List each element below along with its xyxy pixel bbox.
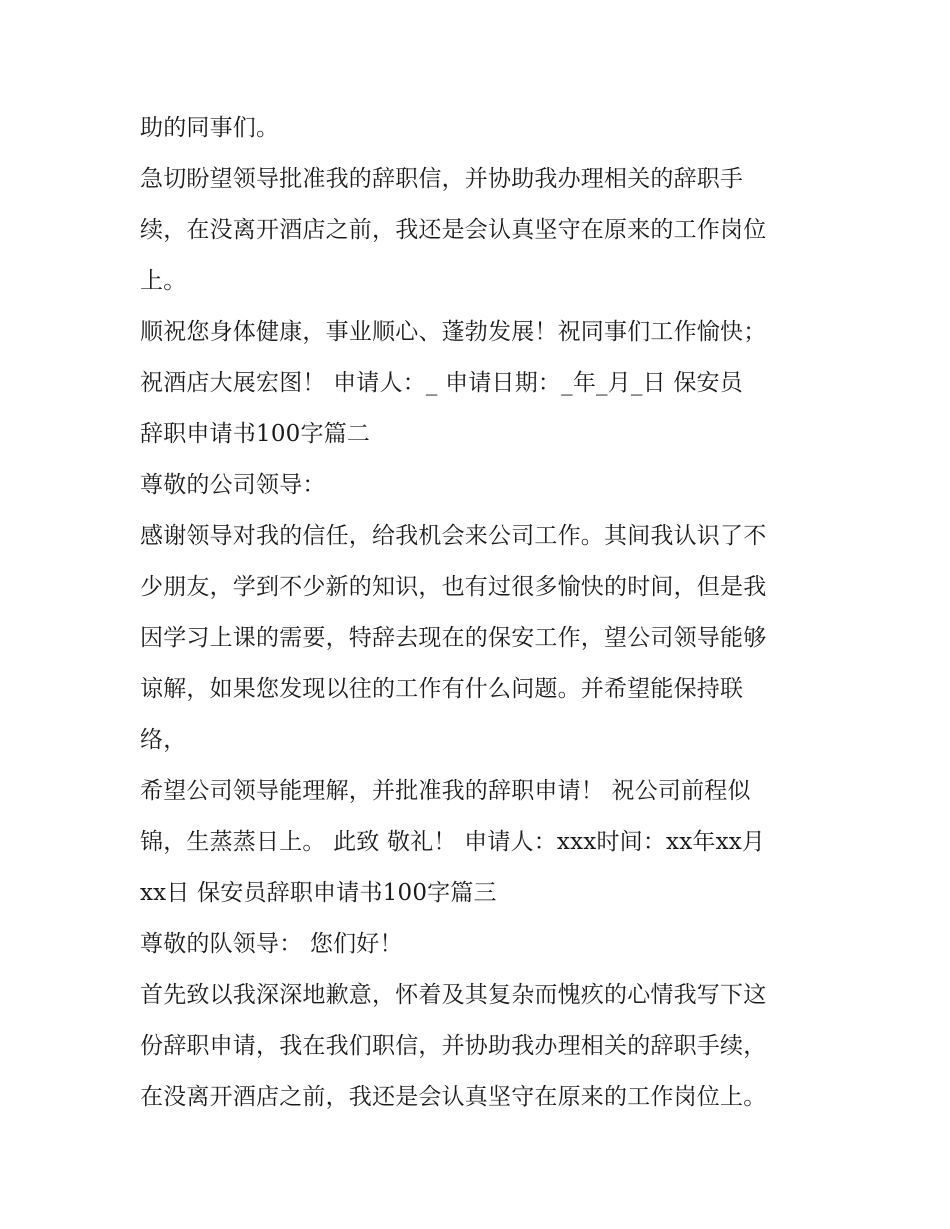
text-line-18: 首先致以我深深地歉意，怀着及其复杂而愧疚的心情我写下这 xyxy=(140,982,767,1008)
text-line-16: xx日 保安员辞职申请书100字篇三 xyxy=(140,880,497,906)
text-line-14: 希望公司领导能理解，并批准我的辞职申请！ 祝公司前程似 xyxy=(140,778,751,804)
text-line-20: 在没离开酒店之前，我还是会认真坚守在原来的工作岗位上。 xyxy=(140,1084,767,1110)
text-line-7: 辞职申请书100字篇二 xyxy=(140,421,371,447)
text-line-5: 顺祝您身体健康，事业顺心、蓬勃发展！祝同事们工作愉快； xyxy=(140,319,767,345)
text-line-9: 感谢领导对我的信任，给我机会来公司工作。其间我认识了不 xyxy=(140,523,767,549)
text-line-13: 络， xyxy=(140,727,187,753)
text-line-4: 上。 xyxy=(140,268,187,294)
text-line-1: 助的同事们。 xyxy=(140,115,280,141)
text-line-6: 祝酒店大展宏图！ 申请人：_ 申请日期：_年_月_日 保安员 xyxy=(140,370,743,396)
text-line-3: 续，在没离开酒店之前，我还是会认真坚守在原来的工作岗位 xyxy=(140,217,767,243)
text-line-10: 少朋友，学到不少新的知识，也有过很多愉快的时间，但是我 xyxy=(140,574,767,600)
text-line-19: 份辞职申请，我在我们职信，并协助我办理相关的辞职手续， xyxy=(140,1033,767,1059)
text-line-11: 因学习上课的需要，特辞去现在的保安工作，望公司领导能够 xyxy=(140,625,767,651)
text-line-2: 急切盼望领导批准我的辞职信，并协助我办理相关的辞职手 xyxy=(140,166,744,192)
text-line-17: 尊敬的队领导： 您们好！ xyxy=(140,931,403,957)
text-line-8: 尊敬的公司领导： xyxy=(140,472,326,498)
text-line-15: 锦，生蒸蒸日上。 此致 敬礼！ 申请人：xxx时间：xx年xx月 xyxy=(140,829,766,855)
text-line-12: 谅解，如果您发现以往的工作有什么问题。并希望能保持联 xyxy=(140,676,744,702)
